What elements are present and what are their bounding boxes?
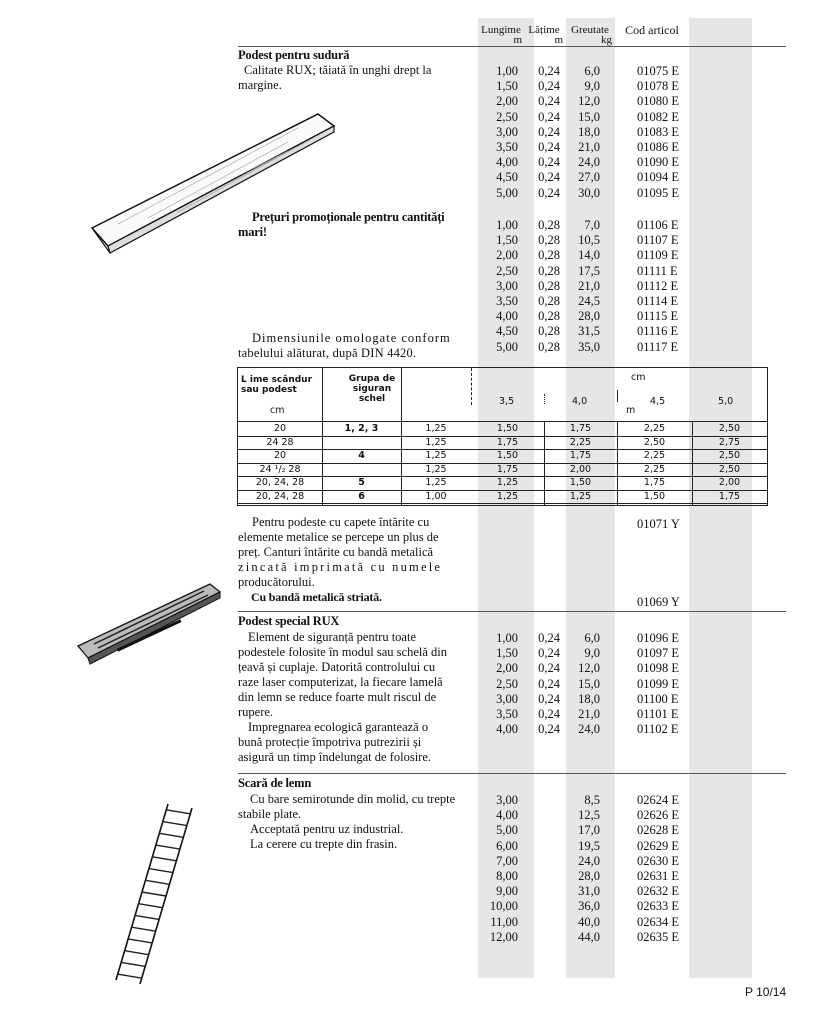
weight-cell: 12,0 <box>578 661 600 676</box>
weight-cell: 8,5 <box>584 793 600 807</box>
length-cell: 4,00 <box>496 808 518 823</box>
din-header-cm: cm <box>631 372 646 383</box>
section-desc-podest-sudura: Calitate RUX; tăiată în unghi drept la margine. <box>238 63 432 92</box>
table-row <box>478 808 708 823</box>
weight-cell: 18,0 <box>578 124 600 139</box>
width-cell: 0,28 <box>538 324 560 339</box>
table-row <box>478 677 708 692</box>
table-row <box>478 661 708 676</box>
striata-label: Cu bandă metalică striată. <box>251 590 382 604</box>
din-cell: 2,50 <box>718 423 741 434</box>
length-cell: 1,00 <box>496 64 518 78</box>
section-title-podest-sudura: Podest pentru sudură <box>238 48 350 62</box>
length-cell: 12,00 <box>489 929 518 944</box>
length-cell: 3,00 <box>496 691 518 706</box>
din-cell: 2,50 <box>718 463 741 475</box>
width-cell: 0,24 <box>538 155 560 170</box>
width-cell: 0,24 <box>538 139 560 154</box>
code-cell: 01082 E <box>637 109 680 124</box>
din-cell: 20 <box>273 450 287 461</box>
table-row <box>478 264 708 279</box>
weight-cell: 21,0 <box>578 706 600 721</box>
weight-cell: 21,0 <box>578 278 600 293</box>
table-row <box>478 309 708 324</box>
length-cell: 3,50 <box>496 139 518 154</box>
width-cell: 0,24 <box>538 706 560 721</box>
length-cell: 4,50 <box>496 170 518 185</box>
din-cell: 24 ¹/₂ 28 <box>259 463 301 475</box>
page-number: P 10/14 <box>745 985 787 999</box>
din-cell: 2,25 <box>643 423 666 434</box>
din-cell: 1,75 <box>496 463 519 475</box>
din-cell: 1,50 <box>569 477 592 488</box>
table-row <box>478 155 708 170</box>
code-cell: 01078 E <box>637 79 680 94</box>
length-cell: 2,50 <box>496 109 518 124</box>
weight-cell: 24,0 <box>578 722 600 737</box>
weight-cell: 28,0 <box>578 309 600 324</box>
table-row <box>478 340 708 355</box>
ladder-rung <box>156 845 180 849</box>
length-cell: 10,00 <box>489 899 518 914</box>
din-4420-table <box>237 367 768 506</box>
code-cell: 02633 E <box>637 899 680 914</box>
weight-cell: 9,0 <box>584 646 600 661</box>
length-cell: 4,00 <box>496 309 518 324</box>
header-rule <box>238 46 786 47</box>
weight-cell: 30,0 <box>578 185 600 200</box>
ladder-rung <box>128 939 152 943</box>
section-desc-podest-special: Element de siguranță pentru toate podestele folosite în modul sau schelă din țeavă și cuplaje. Datorită controlului cu raze laser computerizat, la fiecare lamelă din lemn se reduce foarte mult riscul de rupere. Impregnarea ecologică garantează o bună protecție împotriva putrezirii și asigură un timp îndelungat de folosire. <box>238 630 447 764</box>
code-cell: 02626 E <box>637 808 680 823</box>
code-cell: 01115 E <box>637 309 679 324</box>
din-cell: 20 <box>273 423 287 434</box>
weight-cell: 12,0 <box>578 94 600 109</box>
weight-cell: 24,5 <box>578 293 600 308</box>
width-cell: 0,28 <box>538 248 560 263</box>
din-cell: 1,25 <box>496 490 519 502</box>
length-cell: 2,50 <box>496 263 518 278</box>
din-cell: 1,25 <box>569 490 592 502</box>
length-cell: 2,50 <box>496 676 518 691</box>
table-podest-sudura-a <box>478 64 708 201</box>
din-cell: 1,50 <box>643 490 666 502</box>
width-cell: 0,24 <box>538 79 560 94</box>
din-cell: 2,75 <box>718 436 741 448</box>
table-row <box>478 869 708 884</box>
table-row <box>478 64 708 79</box>
width-cell: 0,28 <box>538 293 560 308</box>
din-cell: 1,25 <box>425 463 447 475</box>
weight-cell: 24,0 <box>578 155 600 170</box>
din-cell: 2,25 <box>643 463 666 475</box>
width-cell: 0,24 <box>538 661 560 676</box>
length-cell: 7,00 <box>496 853 518 868</box>
din-cell: 1,25 <box>425 423 447 434</box>
code-capete: 01071 Y <box>637 517 680 531</box>
ladder-rung <box>152 857 176 861</box>
length-cell: 6,00 <box>496 838 518 853</box>
weight-cell: 27,0 <box>578 170 600 185</box>
din-cell: 1,00 <box>425 490 447 502</box>
weight-cell: 28,0 <box>578 868 600 883</box>
code-cell: 02628 E <box>637 823 680 838</box>
weight-cell: 36,0 <box>578 899 600 914</box>
weight-cell: 17,5 <box>578 263 600 278</box>
length-cell: 3,00 <box>496 793 518 807</box>
din-cell: 1,50 <box>496 450 519 461</box>
weight-cell: 6,0 <box>584 631 600 645</box>
header-greutate: Greutate kg <box>571 24 612 46</box>
table-row <box>478 140 708 155</box>
width-cell: 0,28 <box>538 218 560 232</box>
code-cell: 01112 E <box>637 278 679 293</box>
length-cell: 3,00 <box>496 278 518 293</box>
code-cell: 01099 E <box>637 676 680 691</box>
table-row <box>478 793 708 808</box>
code-striata: 01069 Y <box>637 595 680 609</box>
din-cell: 1,25 <box>425 477 447 488</box>
capete-text: Pentru podeste cu capete întărite cu elemente metalice se percepe un plus de preț. Canturi întărite cu bandă metalică zincată imprimată cu numele producătorului. <box>238 515 443 589</box>
ladder-rung <box>145 880 169 884</box>
code-cell: 02631 E <box>637 868 680 883</box>
weight-cell: 31,5 <box>578 324 600 339</box>
length-cell: 11,00 <box>490 914 518 929</box>
code-cell: 01106 E <box>637 218 679 232</box>
weight-cell: 12,5 <box>578 808 600 823</box>
code-cell: 01075 E <box>637 64 680 78</box>
ladder-rung <box>135 915 159 919</box>
table-row <box>478 707 708 722</box>
table-row <box>478 631 708 646</box>
length-cell: 4,00 <box>496 155 518 170</box>
din-cell: 1,75 <box>718 490 741 502</box>
din-cell: 1,75 <box>496 436 519 448</box>
code-cell: 01096 E <box>637 631 680 645</box>
rule-sec3 <box>238 773 786 774</box>
table-scara <box>478 793 708 945</box>
length-cell: 1,00 <box>496 218 518 232</box>
code-cell: 01114 E <box>637 293 679 308</box>
din-cell: 1,75 <box>643 477 666 488</box>
width-cell: 0,24 <box>538 676 560 691</box>
ladder-rung <box>125 951 149 955</box>
ladder-rung <box>139 904 163 908</box>
din-cell: 2,50 <box>718 450 741 461</box>
table-row <box>478 186 708 201</box>
table-row <box>478 125 708 140</box>
weight-cell: 44,0 <box>578 929 600 944</box>
table-row <box>478 294 708 309</box>
code-cell: 01111 E <box>637 263 678 278</box>
width-cell: 0,28 <box>538 263 560 278</box>
table-row <box>478 823 708 838</box>
din-cell: 24 28 <box>266 436 294 448</box>
ladder-rung <box>163 822 187 826</box>
din-cell: 6 <box>358 490 365 502</box>
code-cell: 01090 E <box>637 155 680 170</box>
din-cell: 1,25 <box>496 477 519 488</box>
length-cell: 2,00 <box>496 248 518 263</box>
weight-cell: 7,0 <box>584 218 600 232</box>
ladder-rung <box>118 974 142 978</box>
code-cell: 02630 E <box>637 853 680 868</box>
din-cell: 2,25 <box>643 450 666 461</box>
promo-text: Prețuri promoționale pentru cantități mari! <box>238 210 445 239</box>
code-cell: 01098 E <box>637 661 680 676</box>
din-cell: 5 <box>358 477 365 488</box>
length-cell: 1,50 <box>496 79 518 94</box>
section-desc-scara: Cu bare semirotunde din molid, cu trepte stabile plate. Acceptată pentru uz industrial. La cerere cu trepte din frasin. <box>238 792 456 851</box>
weight-cell: 21,0 <box>578 139 600 154</box>
weight-cell: 15,0 <box>578 676 600 691</box>
code-cell: 02632 E <box>637 884 680 899</box>
table-row <box>478 722 708 737</box>
table-row <box>478 930 708 945</box>
code-cell: 01083 E <box>637 124 680 139</box>
width-cell: 0,24 <box>538 94 560 109</box>
width-cell: 0,28 <box>538 233 560 248</box>
din-cell: 20, 24, 28 <box>255 477 305 488</box>
code-cell: 01101 E <box>637 706 679 721</box>
ladder-illustration <box>110 800 200 985</box>
width-cell: 0,24 <box>538 64 560 78</box>
weight-cell: 15,0 <box>578 109 600 124</box>
length-cell: 4,00 <box>496 722 518 737</box>
weight-cell: 17,0 <box>578 823 600 838</box>
code-cell: 01095 E <box>637 185 680 200</box>
din-cell: 2,00 <box>569 463 592 475</box>
din-cell: 20, 24, 28 <box>255 490 305 502</box>
code-cell: 01097 E <box>637 646 680 661</box>
weight-cell: 35,0 <box>578 339 600 354</box>
din-header-m: m <box>626 405 636 416</box>
weight-cell: 18,0 <box>578 691 600 706</box>
din-cell: 1,25 <box>425 436 447 448</box>
code-cell: 01094 E <box>637 170 680 185</box>
width-cell: 0,24 <box>538 691 560 706</box>
din-cell: 4 <box>358 450 365 461</box>
din-cell: 2,00 <box>718 477 741 488</box>
width-cell: 0,24 <box>538 646 560 661</box>
weight-cell: 24,0 <box>578 853 600 868</box>
ladder-rung <box>159 833 183 837</box>
code-cell: 01109 E <box>637 248 679 263</box>
din-span-2: 4,0 <box>572 396 588 407</box>
ladder-rung <box>166 810 190 814</box>
table-row <box>478 899 708 914</box>
section-title-podest-special: Podest special RUX <box>238 614 340 628</box>
table-row <box>478 646 708 661</box>
table-row <box>478 218 708 233</box>
length-cell: 1,50 <box>496 646 518 661</box>
code-cell: 01107 E <box>637 233 679 248</box>
header-latime: Lățime m <box>528 24 563 46</box>
din-span-1: 3,5 <box>499 396 515 407</box>
width-cell: 0,28 <box>538 339 560 354</box>
table-row <box>478 884 708 899</box>
width-cell: 0,28 <box>538 278 560 293</box>
code-cell: 02635 E <box>637 929 680 944</box>
din-cell: 1,75 <box>569 423 592 434</box>
weight-cell: 40,0 <box>578 914 600 929</box>
width-cell: 0,24 <box>538 631 560 645</box>
code-cell: 02624 E <box>637 793 680 807</box>
length-cell: 1,00 <box>496 631 518 645</box>
length-cell: 5,00 <box>496 823 518 838</box>
din-cell: 2,25 <box>569 436 592 448</box>
din-header-grupa: Grupa de siguran schel <box>348 374 396 404</box>
weight-cell: 9,0 <box>584 79 600 94</box>
code-cell: 01080 E <box>637 94 680 109</box>
table-row <box>478 692 708 707</box>
din-note: Dimensiunile omologate conform tabelului alăturat, după DIN 4420. <box>238 331 451 360</box>
ladder-rung <box>142 892 166 896</box>
din-cell: 1,75 <box>569 450 592 461</box>
length-cell: 5,00 <box>496 185 518 200</box>
ladder-rung <box>132 927 156 931</box>
table-row <box>478 79 708 94</box>
length-cell: 5,00 <box>496 339 518 354</box>
weight-cell: 19,5 <box>578 838 600 853</box>
length-cell: 8,00 <box>496 868 518 883</box>
code-cell: 01100 E <box>637 691 679 706</box>
length-cell: 3,50 <box>496 293 518 308</box>
length-cell: 3,50 <box>496 706 518 721</box>
weight-cell: 14,0 <box>578 248 600 263</box>
code-cell: 01116 E <box>637 324 679 339</box>
header-lungime: Lungime m <box>481 24 522 46</box>
table-row <box>478 233 708 248</box>
header-cod: Cod articol <box>625 23 679 37</box>
table-row <box>478 170 708 185</box>
ladder-rung <box>149 869 173 873</box>
table-row <box>478 248 708 263</box>
length-cell: 1,50 <box>496 233 518 248</box>
code-cell: 01102 E <box>637 722 679 737</box>
table-row <box>478 110 708 125</box>
table-podest-sudura-b <box>478 218 708 355</box>
width-cell: 0,28 <box>538 309 560 324</box>
length-cell: 9,00 <box>496 884 518 899</box>
table-row <box>478 854 708 869</box>
code-cell: 02634 E <box>637 914 680 929</box>
width-cell: 0,24 <box>538 722 560 737</box>
metal-band-plank-illustration <box>74 578 224 668</box>
weight-cell: 10,5 <box>578 233 600 248</box>
weight-cell: 31,0 <box>578 884 600 899</box>
width-cell: 0,24 <box>538 170 560 185</box>
code-cell: 02629 E <box>637 838 680 853</box>
length-cell: 2,00 <box>496 661 518 676</box>
table-row <box>478 94 708 109</box>
table-row <box>478 324 708 339</box>
width-cell: 0,24 <box>538 124 560 139</box>
length-cell: 2,00 <box>496 94 518 109</box>
code-cell: 01086 E <box>637 139 680 154</box>
ladder-rung <box>121 962 145 966</box>
code-cell: 01117 E <box>637 339 679 354</box>
table-podest-special <box>478 631 708 737</box>
table-row <box>478 279 708 294</box>
width-cell: 0,24 <box>538 185 560 200</box>
din-cell: 1,50 <box>496 423 519 434</box>
din-span-3: 4,5 <box>650 396 666 407</box>
din-cell: 1,25 <box>425 450 447 461</box>
din-span-4: 5,0 <box>718 396 734 407</box>
rule-sec2 <box>238 611 786 612</box>
din-cell: 2,50 <box>643 436 666 448</box>
table-row <box>478 915 708 930</box>
din-cell: 1, 2, 3 <box>344 423 379 434</box>
table-row <box>478 839 708 854</box>
length-cell: 4,50 <box>496 324 518 339</box>
din-header-latime: L ime scândur sau podest <box>241 375 313 395</box>
din-header-latime-unit: cm <box>270 405 285 416</box>
section-title-scara: Scară de lemn <box>238 776 312 790</box>
length-cell: 3,00 <box>496 124 518 139</box>
weight-cell: 6,0 <box>584 64 600 78</box>
width-cell: 0,24 <box>538 109 560 124</box>
